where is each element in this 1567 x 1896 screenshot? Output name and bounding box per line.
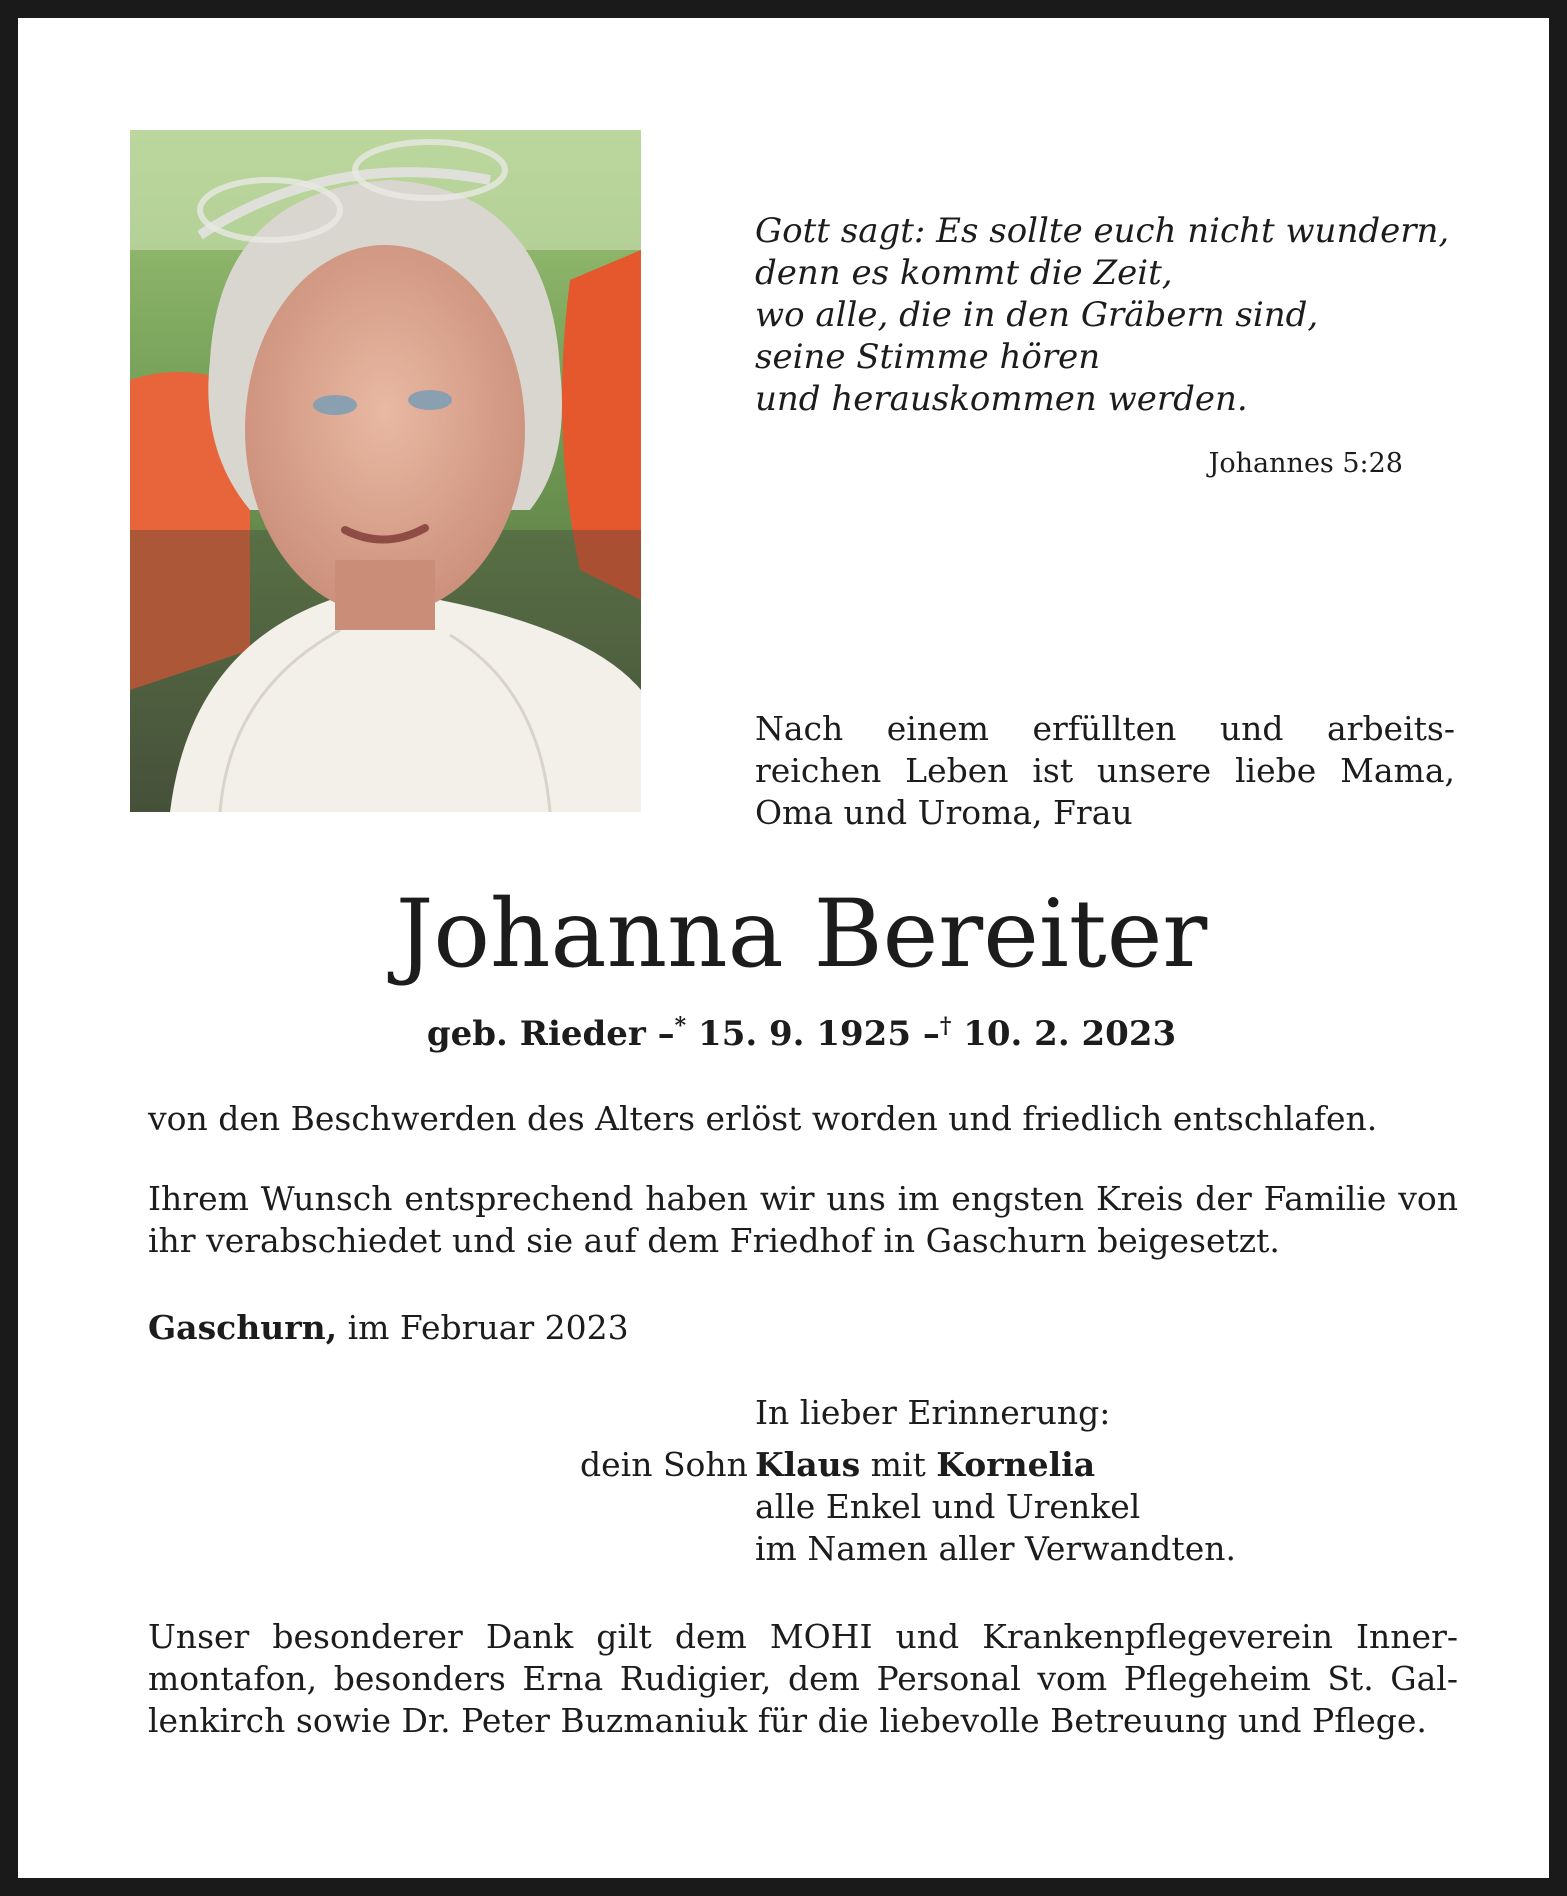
- dash: –: [657, 1014, 675, 1054]
- signature-son-line: [755, 1444, 1095, 1486]
- verse-reference: Johannes 5:28: [1208, 448, 1403, 479]
- signature-son-prefix: dein Sohn: [580, 1445, 748, 1484]
- portrait-image: [130, 130, 641, 812]
- bible-verse: [755, 210, 1450, 420]
- intro-line: Oma und Uroma, Frau: [755, 793, 1133, 832]
- body-line: Ihrem Wunsch entsprechend haben wir uns im engsten Kreis der Familie von: [148, 1179, 1458, 1218]
- verse-line: wo alle, die in den Gräbern sind,: [755, 295, 1319, 335]
- body-line: ihr verabschiedet und sie auf dem Friedhof in Gaschurn beigesetzt.: [148, 1221, 1280, 1260]
- died-symbol: †: [939, 1013, 952, 1039]
- birth-date: 15. 9. 1925: [698, 1014, 911, 1054]
- signature-grandchildren: alle Enkel und Urenkel: [755, 1487, 1141, 1526]
- verse-line: Gott sagt: Es sollte euch nicht wundern,: [755, 211, 1450, 251]
- portrait-photo: [130, 130, 641, 812]
- born-symbol: *: [674, 1013, 687, 1039]
- body-line: von den Beschwerden des Alters erlöst worden und friedlich entschlafen.: [148, 1099, 1378, 1138]
- paragraph-peaceful: [148, 1098, 1458, 1140]
- dash: –: [922, 1014, 940, 1054]
- signature-heading: In lieber Erinnerung:: [755, 1393, 1111, 1432]
- intro-line: Nach einem erfüllten und arbeits-: [755, 709, 1455, 748]
- maiden-name: geb. Rieder: [426, 1014, 646, 1054]
- thanks-line: Unser besonderer Dank gilt dem MOHI und Krankenpflegeverein Inner-: [148, 1617, 1458, 1656]
- son-name: Klaus: [755, 1445, 861, 1484]
- verse-line: seine Stimme hören: [755, 337, 1101, 377]
- date: im Februar 2023: [347, 1308, 629, 1347]
- place: Gaschurn,: [148, 1308, 338, 1347]
- intro-text: [755, 708, 1455, 834]
- verse-line: denn es kommt die Zeit,: [755, 253, 1173, 293]
- with-word: mit: [870, 1445, 926, 1484]
- intro-line: reichen Leben ist unsere liebe Mama,: [755, 751, 1455, 790]
- place-date: [148, 1308, 629, 1347]
- life-dates: [18, 1013, 1567, 1054]
- death-date: 10. 2. 2023: [963, 1014, 1177, 1054]
- thanks-line: lenkirch sowie Dr. Peter Buzmaniuk für die liebevolle Betreuung und Pflege.: [148, 1701, 1427, 1740]
- deceased-name: Johanna Bereiter: [395, 880, 1208, 989]
- paragraph-thanks: [148, 1616, 1458, 1742]
- thanks-line: montafon, besonders Erna Rudigier, dem Personal vom Pflegeheim St. Gal-: [148, 1659, 1458, 1698]
- verse-line: und herauskommen werden.: [755, 379, 1248, 419]
- paragraph-burial: [148, 1178, 1458, 1262]
- partner-name: Kornelia: [936, 1445, 1096, 1484]
- signature-relatives: im Namen aller Verwandten.: [755, 1529, 1236, 1568]
